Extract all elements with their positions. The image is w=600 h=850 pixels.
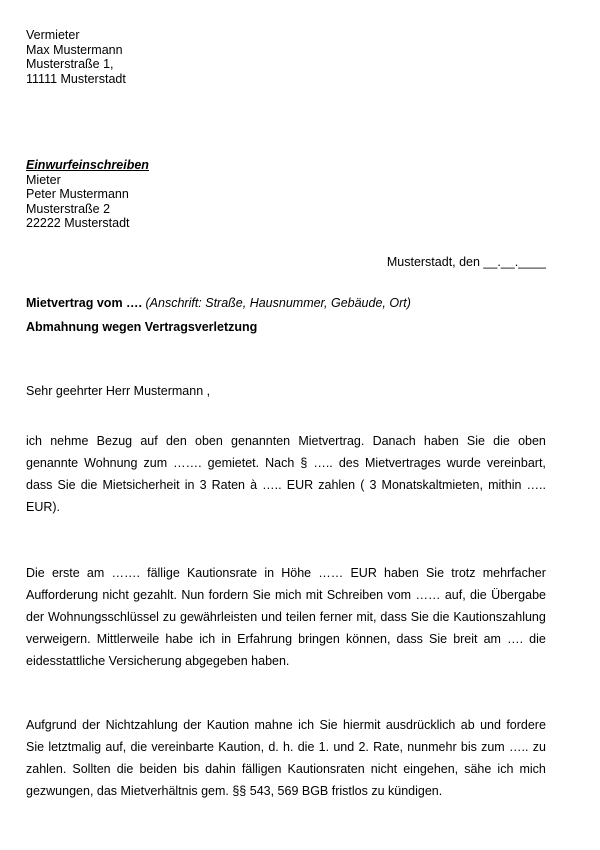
paragraph-line <box>26 628 546 650</box>
salutation: Sehr geehrter Herr Mustermann , <box>26 384 211 398</box>
word: bis <box>460 740 477 754</box>
word: Kautionsraten <box>287 762 365 776</box>
word: ……. <box>111 566 140 580</box>
word: die <box>493 434 510 448</box>
word: bringen <box>298 632 340 646</box>
word: und <box>261 610 282 624</box>
word: vom <box>387 588 412 602</box>
word: 3 <box>369 478 377 492</box>
word: nicht <box>370 762 398 776</box>
paragraph-line <box>26 452 546 474</box>
word: Danach <box>372 434 416 448</box>
word: h. <box>283 740 294 754</box>
word: ….. <box>313 456 333 470</box>
word: Übergabe <box>491 588 546 602</box>
word: beiden <box>139 762 178 776</box>
paragraph-line <box>26 714 546 736</box>
word: dass <box>380 610 407 624</box>
paragraph-3 <box>26 714 546 802</box>
recipient-address <box>26 158 149 231</box>
word: der <box>82 718 101 732</box>
word: mahne <box>254 718 293 732</box>
word: am <box>86 566 105 580</box>
word: dass <box>396 632 423 646</box>
word: haben <box>384 566 419 580</box>
word: vereinbarte <box>151 740 214 754</box>
word: am <box>483 632 501 646</box>
paragraph-line: eidesstattliche Versicherung abgegeben haben. <box>26 654 290 668</box>
word: zum <box>143 456 168 470</box>
word: auf, <box>444 588 466 602</box>
word: genannte <box>26 456 79 470</box>
sender-name: Max Mustermann <box>26 42 123 57</box>
paragraph-line <box>26 430 546 452</box>
word: Mietsicherheit <box>102 478 180 492</box>
word: Sollten <box>72 762 111 776</box>
word: § <box>300 456 308 470</box>
word: Die <box>26 566 45 580</box>
word: gezahlt. <box>133 588 177 602</box>
word: Wohnungsschlüssel <box>48 610 159 624</box>
word: ich <box>298 718 315 732</box>
word: die <box>116 762 134 776</box>
word: mich <box>519 762 546 776</box>
word: die <box>470 588 487 602</box>
word: können, <box>345 632 391 646</box>
word: erste <box>51 566 80 580</box>
word: zahlen <box>318 478 356 492</box>
word: haben <box>423 434 459 448</box>
subject-line-contract <box>26 296 411 310</box>
sender-street: Musterstraße 1, <box>26 57 114 71</box>
word: dahin <box>205 762 236 776</box>
word: Kautionsrate <box>186 566 258 580</box>
word: letztmalig <box>48 740 102 754</box>
word: fälligen <box>241 762 282 776</box>
word: sähe <box>464 762 492 776</box>
word: Kaution, <box>218 740 265 754</box>
recipient-street: Musterstraße 2 <box>26 201 111 216</box>
word: Mietvertrages <box>365 456 441 470</box>
word: den <box>165 434 187 448</box>
word: die <box>130 740 148 754</box>
word: auf <box>140 434 158 448</box>
paragraph-line <box>26 584 546 606</box>
subject-address-note: (Anschrift: Straße, Hausnummer, Gebäude, Ort) <box>145 296 411 310</box>
word: ….. <box>508 740 529 754</box>
word: die <box>297 740 315 754</box>
word: Sie <box>429 632 448 646</box>
word: die <box>529 632 546 646</box>
sender-role: Vermieter <box>26 28 80 42</box>
word: breit <box>453 632 478 646</box>
date-line: Musterstadt, den __.__.____ <box>386 255 546 269</box>
word: Monatskaltmieten, <box>381 478 483 492</box>
word: Sie <box>410 610 429 624</box>
paragraph-line <box>26 606 546 628</box>
word: Nichtzahlung <box>105 718 178 732</box>
paragraph-line <box>26 562 546 584</box>
word: genannten <box>231 434 291 448</box>
word: Nun <box>181 588 205 602</box>
word: Schreiben <box>326 588 384 602</box>
paragraph-line: EUR). <box>26 500 61 514</box>
word: oben <box>518 434 546 448</box>
word: Rate, <box>373 740 404 754</box>
word: fordere <box>506 718 546 732</box>
word: vereinbart, <box>486 456 546 470</box>
word: Sie <box>466 434 485 448</box>
word: eingehen, <box>403 762 459 776</box>
paragraph-line: gezwungen, das Mietverhältnis gem. §§ 543, 569 BGB fristlos zu kündigen. <box>26 784 443 798</box>
word: Wohnung <box>84 456 138 470</box>
word: zahlen. <box>26 762 67 776</box>
word: ( <box>360 478 365 492</box>
word: Sie <box>26 740 45 754</box>
word: nehme <box>50 434 89 448</box>
word: und <box>480 718 501 732</box>
word: ausdrücklich <box>385 718 456 732</box>
word: Sie <box>425 566 445 580</box>
word: Erfahrung <box>237 632 293 646</box>
word: zu <box>162 610 177 624</box>
word: ich <box>199 632 216 646</box>
word: Mittlerweile <box>96 632 160 646</box>
word: in <box>221 632 232 646</box>
word: …. <box>507 632 524 646</box>
word: die <box>432 610 450 624</box>
word: teilen <box>285 610 316 624</box>
subject-contract: Mietvertrag vom …. <box>26 296 143 310</box>
word: …… <box>318 566 344 580</box>
word: nunmehr <box>407 740 457 754</box>
paragraph-1 <box>26 430 546 518</box>
word: nicht <box>102 588 129 602</box>
word: verweigern. <box>26 632 91 646</box>
paragraph-line <box>26 758 546 780</box>
word: mit, <box>356 610 377 624</box>
word: trotz <box>451 566 476 580</box>
word: wurde <box>446 456 481 470</box>
paragraph-2 <box>26 562 546 672</box>
word: ….. <box>526 478 546 492</box>
word: zu <box>532 740 546 754</box>
word: Höhe <box>281 566 312 580</box>
recipient-city: 22222 Musterstadt <box>26 216 130 230</box>
word: …… <box>415 588 441 602</box>
word: der <box>26 610 45 624</box>
word: Mietvertrag. <box>298 434 365 448</box>
word: gemietet. <box>207 456 260 470</box>
sender-address <box>26 28 126 86</box>
word: mich <box>275 588 302 602</box>
word: EUR <box>350 566 377 580</box>
paragraph-line <box>26 736 546 758</box>
word: mit <box>305 588 323 602</box>
word: zum <box>481 740 505 754</box>
word: ….. <box>262 478 282 492</box>
word: Sie <box>252 588 271 602</box>
word: des <box>338 456 359 470</box>
word: fordern <box>208 588 249 602</box>
word: in <box>184 478 195 492</box>
word: Raten <box>211 478 245 492</box>
word: bis <box>183 762 200 776</box>
word: fällige <box>147 566 180 580</box>
subject-line-warning: Abmahnung wegen Vertragsverletzung <box>26 320 258 334</box>
word: in <box>264 566 275 580</box>
word: ich <box>26 434 42 448</box>
word: der <box>183 718 202 732</box>
word: Bezug <box>96 434 133 448</box>
word: Sie <box>319 718 338 732</box>
word: Sie <box>57 478 76 492</box>
word: die <box>80 478 98 492</box>
word: mithin <box>488 478 522 492</box>
word: ab <box>460 718 475 732</box>
word: EUR <box>286 478 314 492</box>
paragraph-line <box>26 474 546 496</box>
sender-city: 11111 Musterstadt <box>26 71 126 86</box>
word: Aufforderung <box>26 588 99 602</box>
recipient-name: Peter Mustermann <box>26 187 129 201</box>
word: und <box>333 740 355 754</box>
word: hiermit <box>342 718 381 732</box>
word: Kautionszahlung <box>453 610 546 624</box>
word: habe <box>165 632 194 646</box>
delivery-method: Einwurfeinschreiben <box>26 158 149 172</box>
word: 3 <box>199 478 207 492</box>
word: oben <box>195 434 223 448</box>
word: Aufgrund <box>26 718 77 732</box>
word: d. <box>268 740 279 754</box>
word: ……. <box>173 456 202 470</box>
recipient-role: Mieter <box>26 172 61 187</box>
word: à <box>250 478 258 492</box>
word: auf, <box>105 740 127 754</box>
word: Kaution <box>206 718 250 732</box>
word: dass <box>26 478 53 492</box>
word: 1. <box>318 740 330 754</box>
word: Nach <box>265 456 295 470</box>
word: ferner <box>319 610 353 624</box>
word: mehrfacher <box>482 566 546 580</box>
word: 2. <box>358 740 369 754</box>
word: ich <box>497 762 514 776</box>
word: gewährleisten <box>180 610 258 624</box>
